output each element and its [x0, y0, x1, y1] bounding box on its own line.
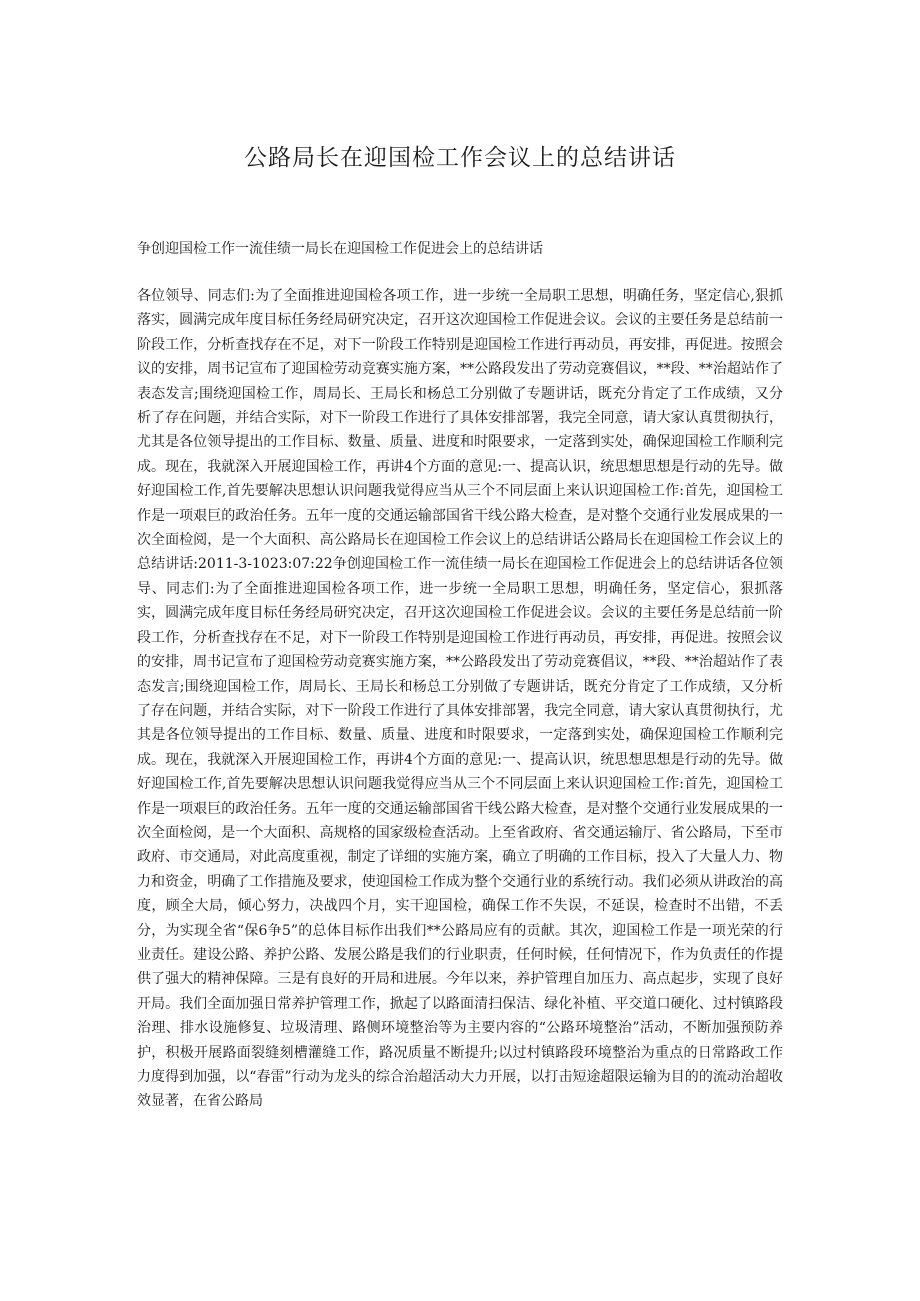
- document-title: 公路局长在迎国检工作会议上的总结讲话: [244, 145, 676, 171]
- document-subtitle: 争创迎国检工作一流佳绩一局长在迎国检工作促进会上的总结讲话: [137, 241, 543, 257]
- document-body-text: 各位领导、同志们:为了全面推进迎国检各项工作，进一步统一全局职工思想，明确任务，坚定信心,狠抓落实，圆满完成年度目标任务经局研究决定，召开这次迎国检工作促进会议。会议的主要任务是总结前一阶段工作，分析查找存在不足，对下一阶段工作特别是迎国检工作进行再动员，再安排，再促进。按照会议的安排，周书记宣布了迎国检劳动竞赛实施方案，**公路段发出了劳动竞赛倡议，**段、**治超站作了表态发言;围绕迎国检工作，周局长、王局长和杨总工分别做了专题讲话，既充分肯定了工作成绩，又分析了存在问题，并结合实际，对下一阶段工作进行了具体安排部署，我完全同意，请大家认真贯彻执行，尤其是各位领导提出的工作目标、数量、质量、进度和时限要求，一定落到实处，确保迎国检工作顺利完成。现在，我就深入开展迎国检工作，再讲4个方面的意见:一、提高认识，统思想思想是行动的先导。做好迎国检工作,首先要解决思想认识问题我觉得应当从三个不同层面上来认识迎国检工作:首先，迎国检工作是一项艰巨的政治任务。五年一度的交通运输部国省干线公路大检查，是对整个交通行业发展成果的一次全面检阅，是一个大面积、高公路局长在迎国检工作会议上的总结讲话公路局长在迎国检工作会议上的总结讲话:2011-3-1023:07:22争创迎国检工作一流佳绩一局长在迎国检工作促进会上的总结讲话各位领导、同志们:为了全面推进迎国检各项工作，进一步统一全局职工思想，明确任务，坚定信心，狠抓落实，圆满完成年度目标任务经局研究决定，召开这次迎国检工作促进会议。会议的主要任务是总结前一阶段工作，分析查找存在不足，对下一阶段工作特别是迎国检工作进行再动员，再安排，再促进。按照会议的安排，周书记宣布了迎国检劳动竞赛实施方案，**公路段发出了劳动竞赛倡议，**段、**治超站作了表态发言;围绕迎国检工作，周局长、王局长和杨总工分别做了专题讲话，既充分肯定了工作成绩，又分析了存在问题，并结合实际，对下一阶段工作进行了具体安排部署，我完全同意，请大家认真贯彻执行，尤其是各位领导提出的工作目标、数量、质量、进度和时限要求，一定落到实处，确保迎国检工作顺利完成。现在，我就深入开展迎国检工作，再讲4个方面的意见:一、提高认识，统思想思想是行动的先导。做好迎国检工作,首先要解决思想认识问题我觉得应当从三个不同层面上来认识迎国检工作:首先，迎国检工作是一项艰巨的政治任务。五年一度的交通运输部国省干线公路大检查，是对整个交通行业发展成果的一次全面检阅，是一个大面积、高规格的国家级检查活动。上至省政府、省交通运输厅、省公路局，下至市政府、市交通局，对此高度重视，制定了详细的实施方案，确立了明确的工作目标，投入了大量人力、物力和资金，明确了工作措施及要求，使迎国检工作成为整个交通行业的系统行动。我们必须从讲政治的高度，顾全大局，倾心努力，决战四个月，实干迎国检，确保工作不失误，不延误，检查时不出错，不丢分，为实现全省“保6争5”的总体目标作出我们**公路局应有的贡献。其次，迎国检工作是一项光荣的行业责任。建设公路、养护公路、发展公路是我们的行业职责，任何时候，任何情况下，作为负责任的作提供了强大的精神保障。三是有良好的开局和进展。今年以来，养护管理自加压力、高点起步，实现了良好开局。我们全面加强日常养护管理工作，掀起了以路面清扫保洁、绿化补植、平交道口硬化、过村镇路段治理、排水设施修复、垃圾清理、路侧环境整治等为主要内容的“公路环境整治”活动，不断加强预防养护，积极开展路面裂缝刻槽灌缝工作，路况质量不断提升;以过村镇路段环境整治为重点的日常路政工作力度得到加强，以“春雷”行动为龙头的综合治超活动大力开展，以打击短途超限运输为目的的流动治超收效显著，在省公路局: [137, 288, 783, 1110]
